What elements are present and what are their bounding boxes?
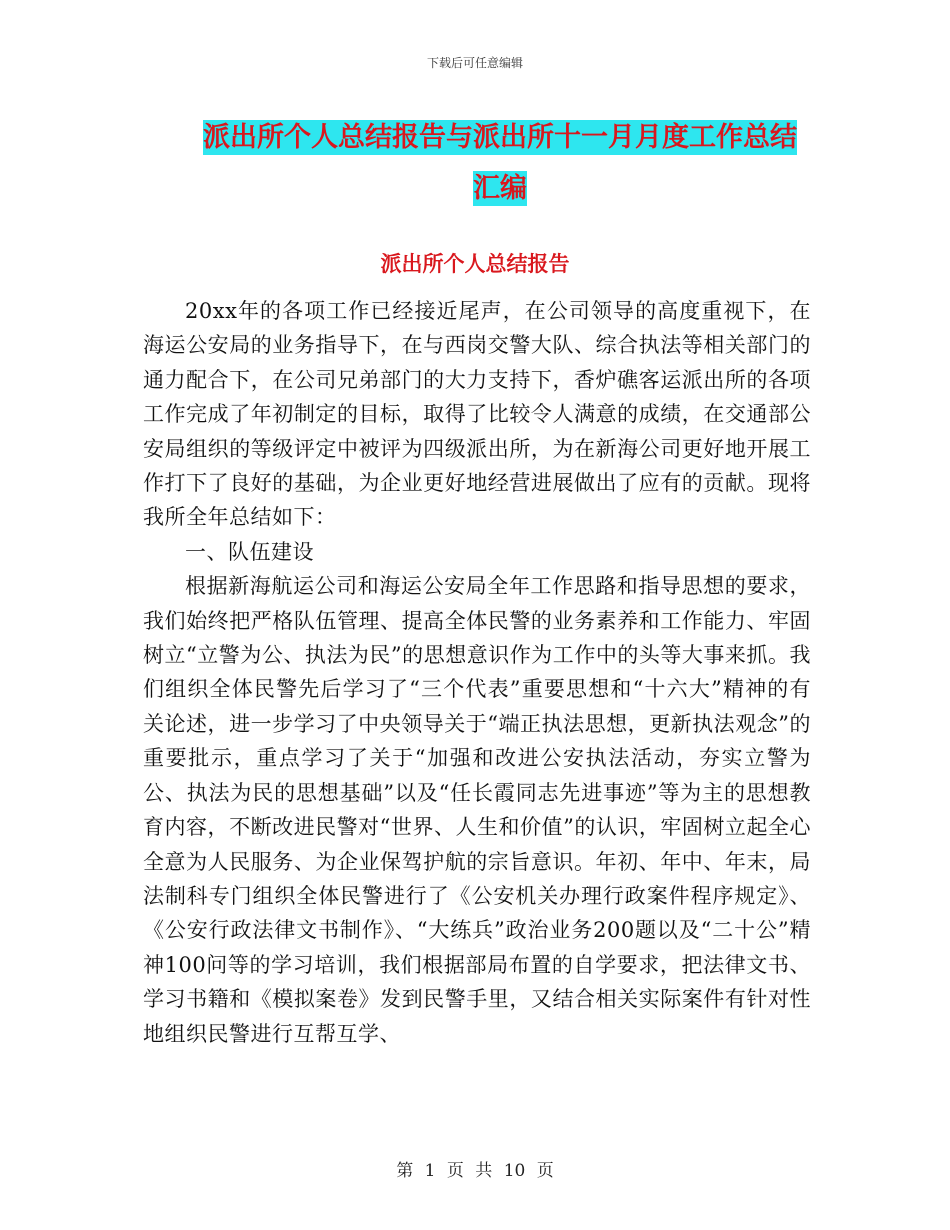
paragraph-heading-team-building: 一、队伍建设 (185, 539, 314, 564)
page-footer-page-number: 第 1 页 共 10 页 (396, 1161, 554, 1181)
page-header-note: 下载后可任意编辑 (426, 56, 523, 70)
document-title (190, 112, 810, 214)
document-title-text: 派出所个人总结报告与派出所十一月月度工作总结汇编 (203, 122, 797, 204)
section-title: 派出所个人总结报告 (380, 252, 570, 276)
paragraph-team-building: 根据新海航运公司和海运公安局全年工作思路和指导思想的要求，我们始终把严格队伍管理、提高全体民警的业务素养和工作能力、牢固树立“立警为公、执法为民”的思想意识作为工作中的头等大事来抓。我们组织全体民警先后学习了“三个代表”重要思想和“十六大”精神的有关论述，进一步学习了中央领导关于“端正执法思想，更新执法观念”的重要批示，重点学习了关于“加强和改进公安执法活动，夯实立警为公、执法为民的思想基础”以及“任长霞同志先进事迹”等为主的思想教育内容，不断改进民警对“世界、人生和价值”的认识，牢固树立起全心全意为人民服务、为企业保驾护航的宗旨意识。年初、年中、年末，局法制科专门组织全体民警进行了《公安机关办理行政案件程序规定》、《公安行政法律文书制作》、“大练兵”政治业务200题以及“二十公”精神100问等的学习培训，我们根据部局布置的自学要求，把法律文书、学习书籍和《模拟案卷》发到民警手里，又结合相关实际案件有针对性地组织民警进行互帮互学、 (143, 574, 811, 1046)
document-body (143, 294, 811, 1051)
paragraph-intro: 20xx年的各项工作已经接近尾声，在公司领导的高度重视下，在海运公安局的业务指导下，在与西岗交警大队、综合执法等相关部门的通力配合下，在公司兄弟部门的大力支持下，香炉礁客运派出所的各项工作完成了年初制定的目标，取得了比较令人满意的成绩，在交通部公安局组织的等级评定中被评为四级派出所，为在新海公司更好地开展工作打下了良好的基础，为企业更好地经营进展做出了应有的贡献。现将我所全年总结如下： (143, 299, 811, 530)
